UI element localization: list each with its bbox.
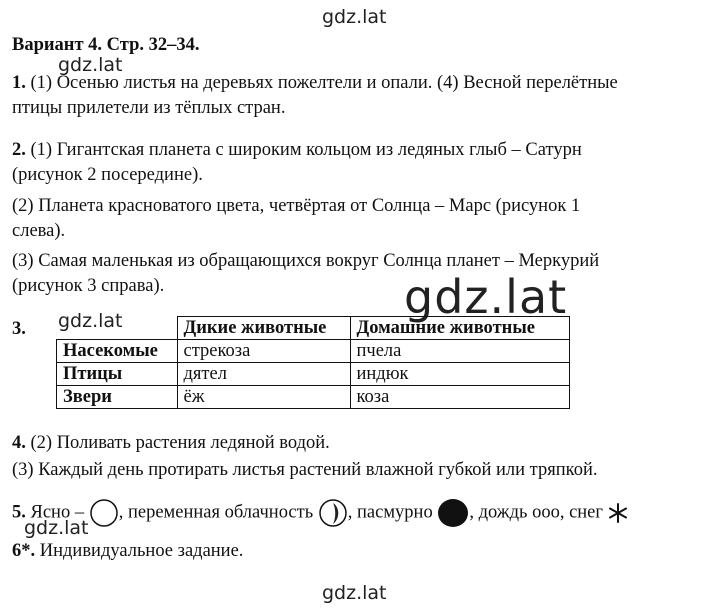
- rain-symbol: ооо: [532, 502, 560, 523]
- cell-domestic: коза: [350, 386, 569, 409]
- row-label: Птицы: [57, 363, 178, 386]
- answer-1-line-2: птицы прилетели из тёплых стран.: [12, 98, 286, 118]
- row-label: Насекомые: [57, 340, 178, 363]
- cell-wild: стрекоза: [177, 340, 350, 363]
- row-label: Звери: [57, 386, 178, 409]
- table-row: [57, 340, 570, 363]
- table-header-row: [57, 317, 570, 340]
- watermark-table: gdz.lat: [58, 310, 123, 332]
- watermark-bottom: gdz.lat: [322, 582, 387, 604]
- table-row: [57, 363, 570, 386]
- half-shaded-circle-icon: [318, 498, 348, 528]
- answer-2-line-6: (рисунок 3 справа).: [12, 276, 165, 296]
- table-row: [57, 386, 570, 409]
- answer-2-line-1: 2. (1) Гигантская планета с широким кольцом из ледяных глыб – Сатурн: [12, 140, 582, 160]
- answer-2-line-5: (3) Самая маленькая из обращающихся вокруг Солнца планет – Меркурий: [12, 251, 600, 271]
- watermark-top: gdz.lat: [322, 6, 387, 28]
- answer-2-line-3: (2) Планета красноватого цвета, четвёртая от Солнца – Марс (рисунок 1: [12, 196, 581, 216]
- cell-domestic: пчела: [350, 340, 569, 363]
- header-domestic: Домашние животные: [350, 317, 569, 340]
- answer-3-number: 3.: [12, 319, 26, 339]
- answer-4-line-1: 4. (2) Поливать растения ледяной водой.: [12, 433, 330, 453]
- answer-2-line-2: (рисунок 2 посередине).: [12, 165, 203, 185]
- header-wild: Дикие животные: [177, 317, 350, 340]
- animals-table: [56, 316, 570, 409]
- cell-wild: ёж: [177, 386, 350, 409]
- snowflake-icon: [608, 503, 628, 523]
- cell-wild: дятел: [177, 363, 350, 386]
- answer-6-line: 6*. Индивидуальное задание.: [12, 541, 244, 561]
- filled-circle-icon: [437, 498, 469, 528]
- answer-5-line: 5. Ясно – , переменная облачность , пасмурно , дождь ооо, снег: [12, 498, 628, 528]
- empty-circle-icon: [89, 498, 119, 528]
- watermark-large: gdz.lat: [404, 270, 568, 324]
- watermark-left-upper: gdz.lat: [58, 54, 123, 76]
- answer-4-line-2: (3) Каждый день протирать листья растений влажной губкой или тряпкой.: [12, 460, 598, 480]
- answer-1-line-1: 1. (1) Осенью листья на деревьях пожелтели и опали. (4) Весной перелётные: [12, 73, 618, 93]
- page-header: Вариант 4. Стр. 32–34.: [12, 35, 200, 55]
- answer-2-line-4: слева).: [12, 221, 66, 241]
- cell-domestic: индюк: [350, 363, 569, 386]
- watermark-left-lower: gdz.lat: [24, 517, 89, 539]
